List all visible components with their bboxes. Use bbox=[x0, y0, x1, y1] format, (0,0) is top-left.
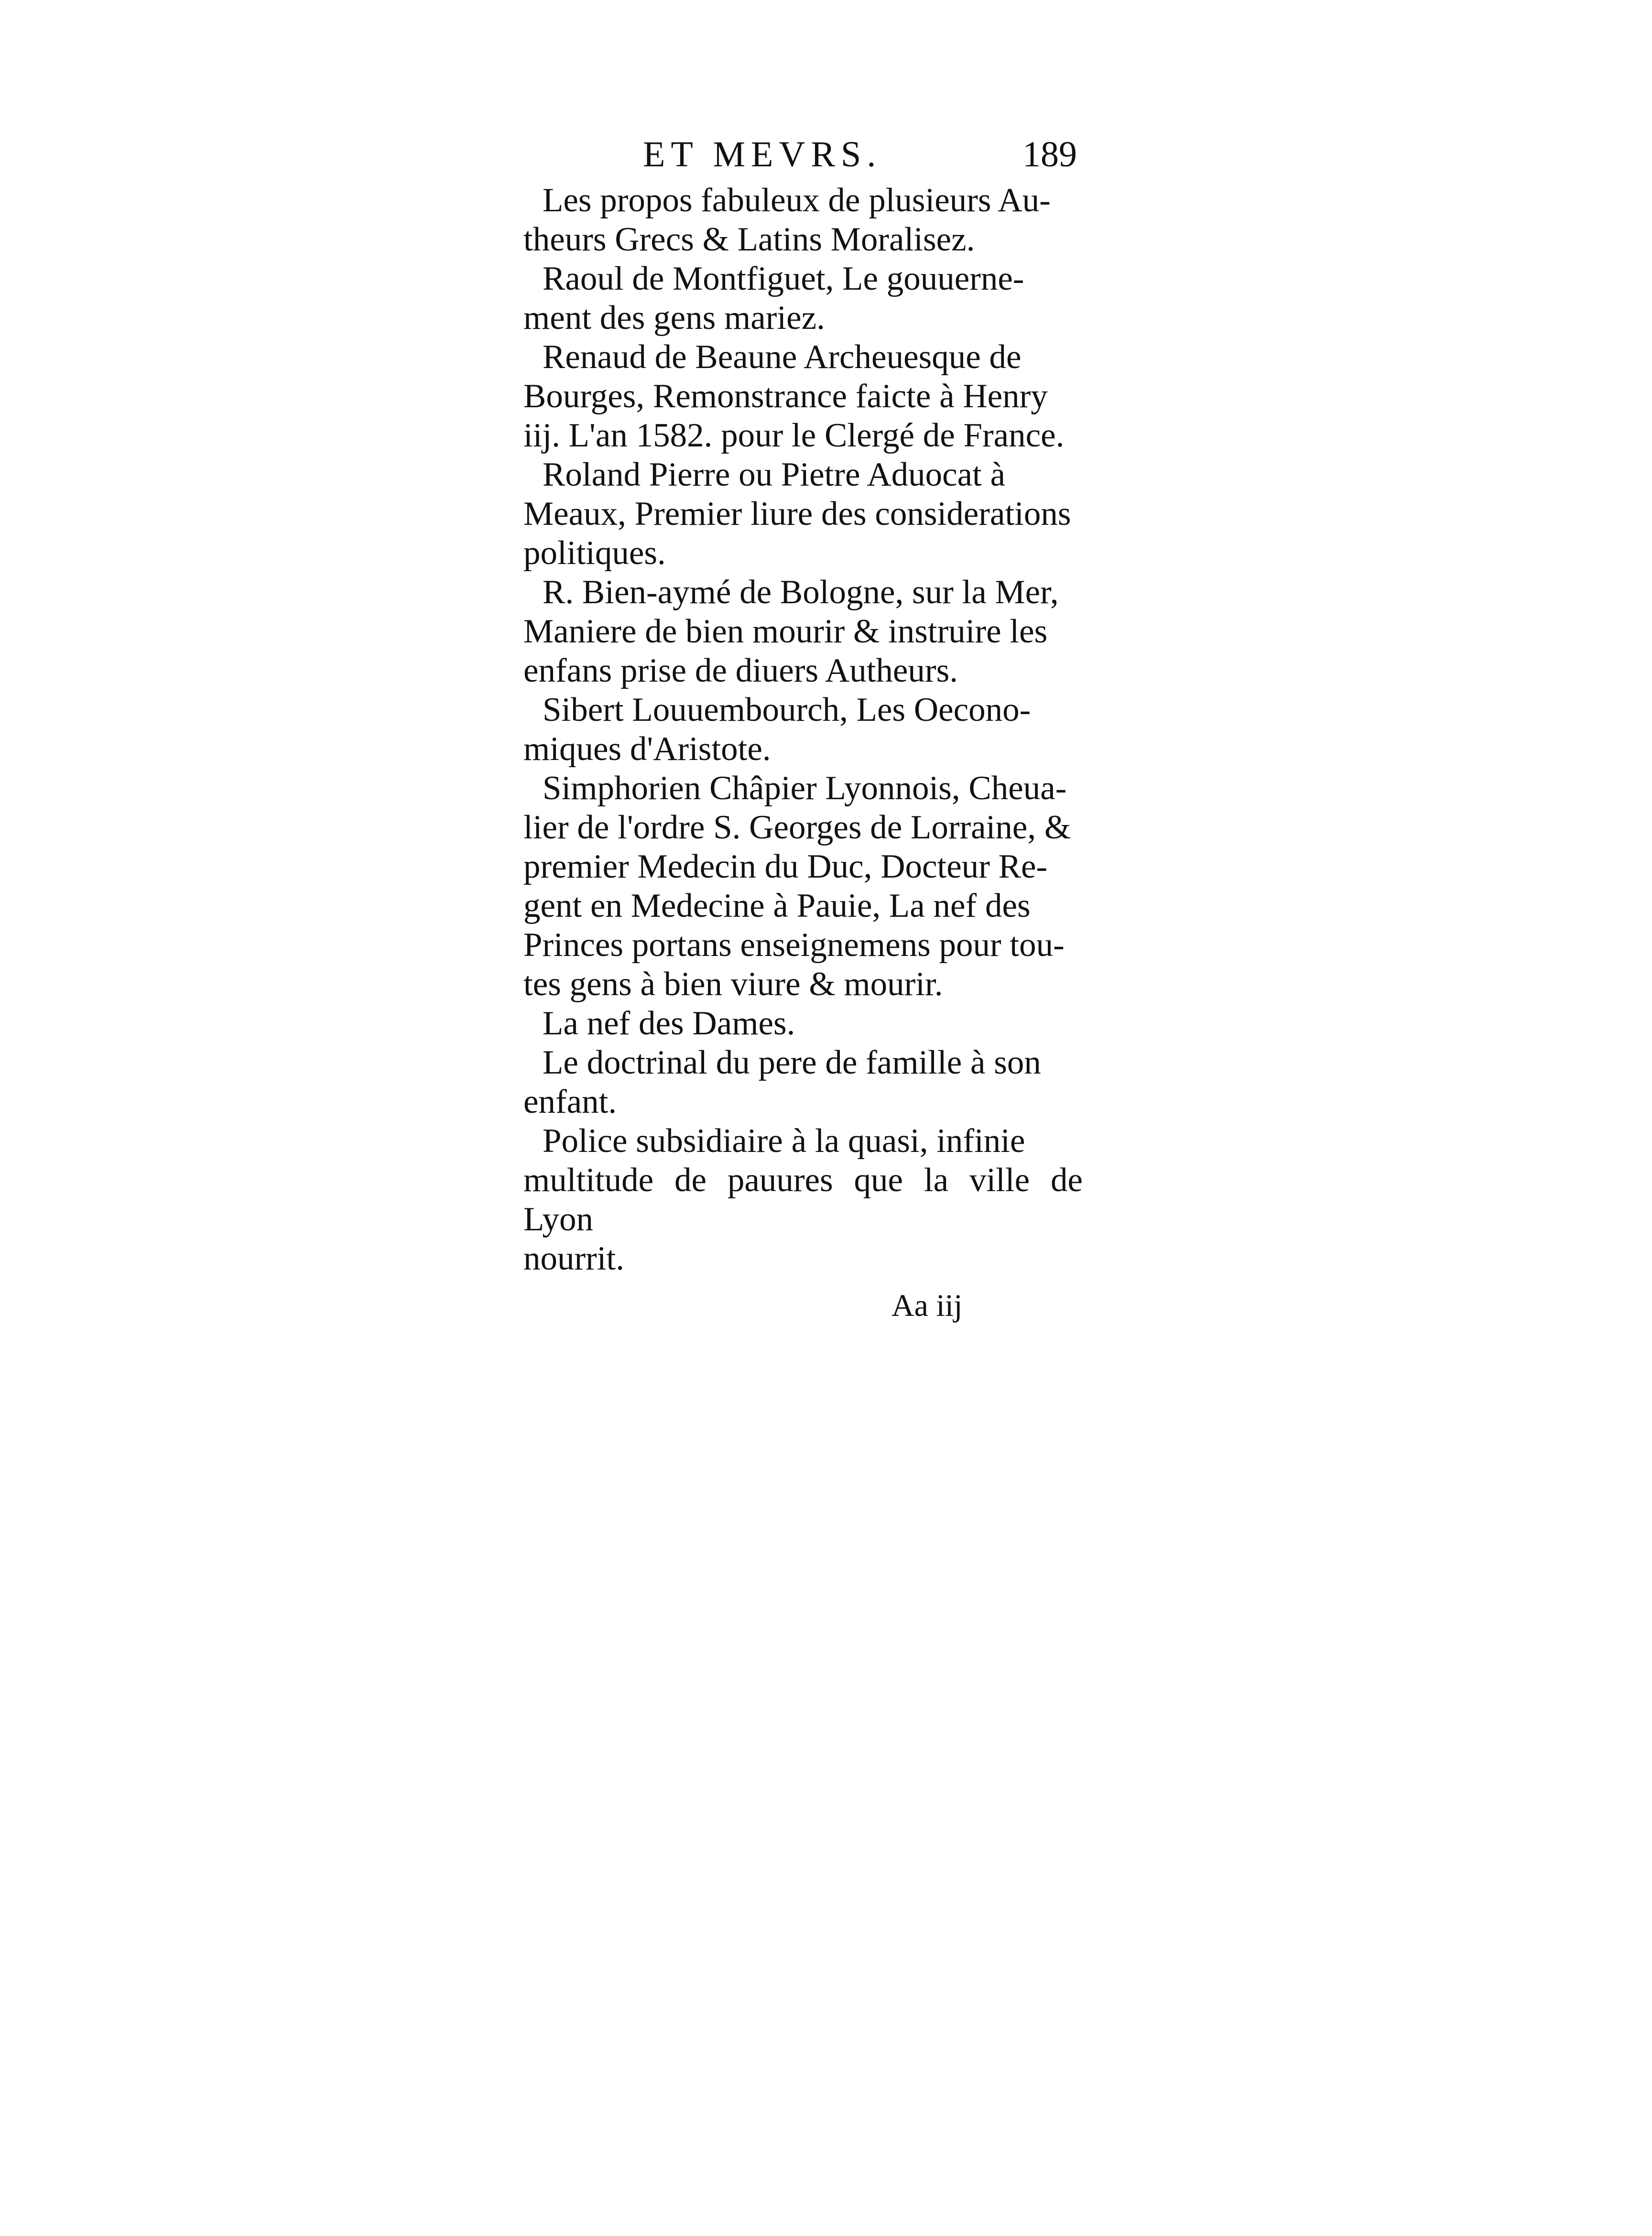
running-title: ET MEVRS. bbox=[643, 134, 882, 174]
entry-propos-fabuleux: Les propos fabuleux de plusieurs Au- theurs Grecs & Latins Moralisez. bbox=[523, 182, 1051, 258]
entry-nef-des-dames: La nef des Dames. bbox=[543, 1005, 795, 1042]
entry-police-subsidiaire: Police subsidiaire à la quasi, infinie multitude de pauures que la ville de Lyon nourrit. bbox=[523, 1122, 1083, 1277]
printed-page bbox=[523, 128, 1083, 1330]
entry-raoul-de-montfiguet: Raoul de Montfiguet, Le gouuerne- ment des gens mariez. bbox=[523, 260, 1024, 336]
entry-simphorien-chapier: Simphorien Châpier Lyonnois, Cheua- lier de l'ordre S. Georges de Lorraine, & premier Medecin du Duc, Docteur Re- gent en Medecine à Pauie, La nef des Princes portans enseignemens pour tou- tes gens à bien viure & mourir. bbox=[523, 770, 1071, 1003]
bibliography-entries bbox=[523, 181, 1083, 1278]
signature-mark: Aa iij bbox=[891, 1288, 963, 1323]
running-head bbox=[523, 128, 1083, 181]
page-number: 189 bbox=[1022, 134, 1077, 174]
entry-doctrinal: Le doctrinal du pere de famille à son enfant. bbox=[523, 1044, 1041, 1120]
entry-sibert-louuembourch: Sibert Louuembourch, Les Oecono- miques d'Aristote. bbox=[523, 691, 1031, 768]
entry-renaud-de-beaune: Renaud de Beaune Archeuesque de Bourges, Remonstrance faicte à Henry iij. L'an 1582. pour le Clergé de France. bbox=[523, 338, 1065, 454]
entry-roland-pierre: Roland Pierre ou Pietre Aduocat à Meaux, Premier liure des considerations politiques. bbox=[523, 456, 1071, 572]
signature-line bbox=[523, 1282, 1083, 1330]
entry-bien-ayme: R. Bien-aymé de Bologne, sur la Mer, Maniere de bien mourir & instruire les enfans prise de diuers Autheurs. bbox=[523, 574, 1059, 689]
